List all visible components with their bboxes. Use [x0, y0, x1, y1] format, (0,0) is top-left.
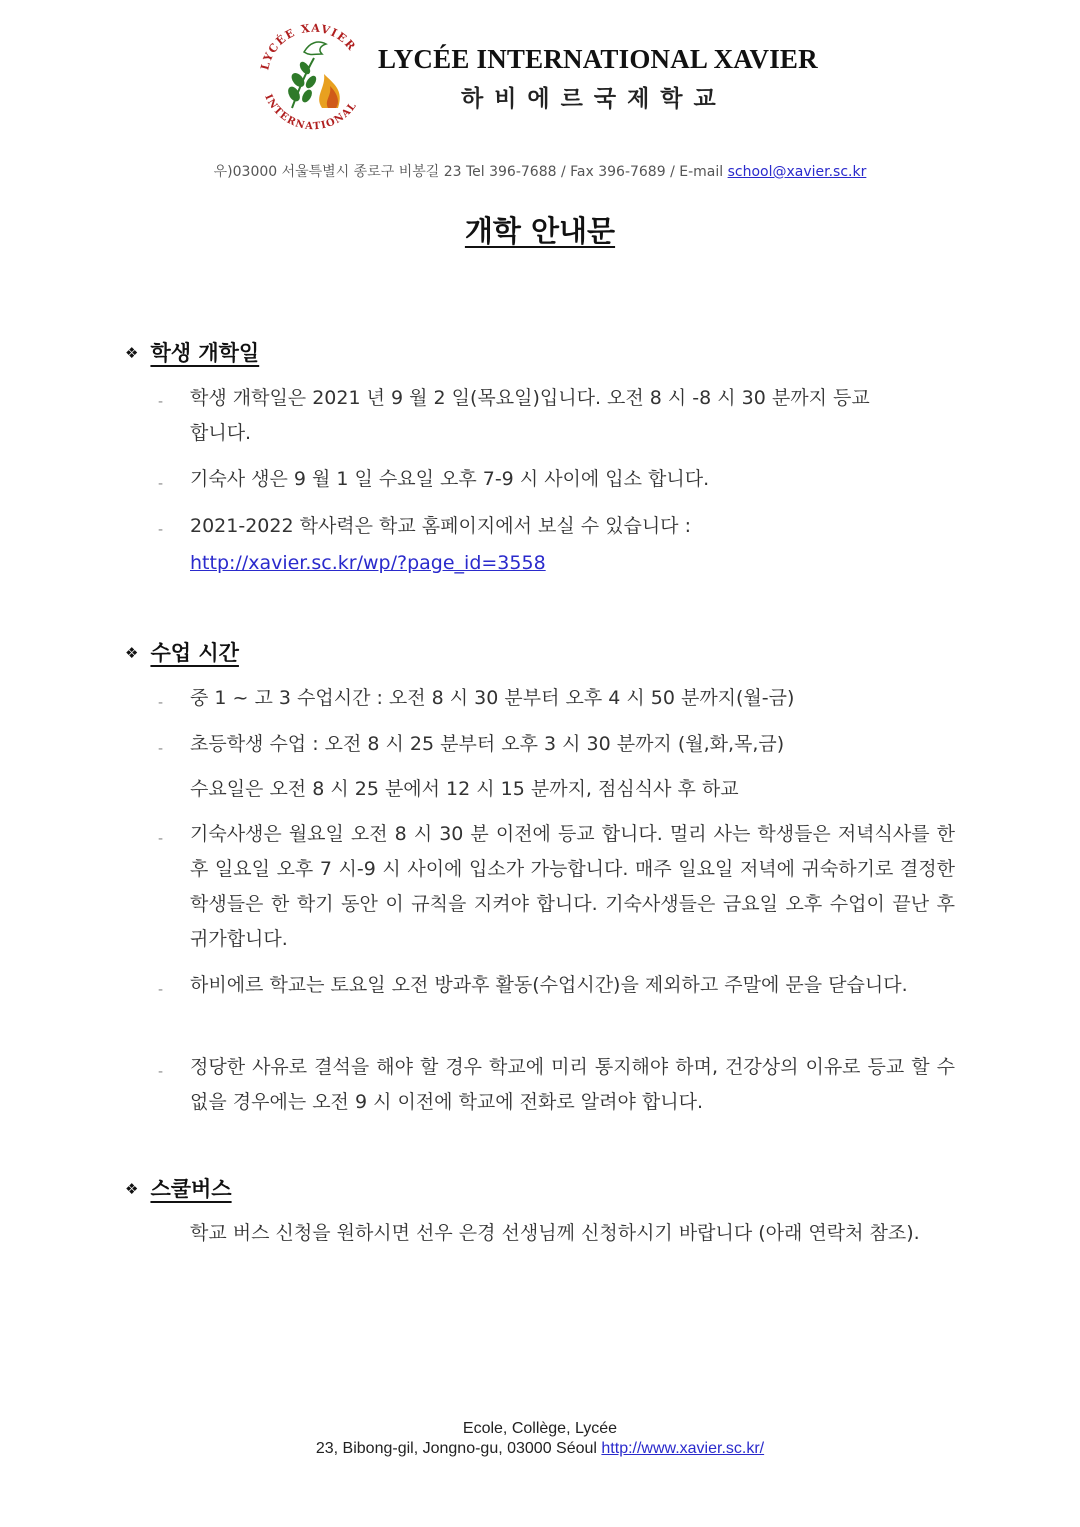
school-logo — [252, 12, 374, 134]
section-heading-text: 스쿨버스 — [150, 1177, 232, 1201]
opening-item-3: 2021-2022 학사력은 학교 홈페이지에서 보실 수 있습니다 : — [190, 515, 691, 537]
diamond-bullet-icon: ❖ — [125, 1180, 139, 1198]
contact-line — [0, 161, 1080, 181]
hours-item-4: 기숙사생은 월요일 오전 8 시 30 분 이전에 등교 합니다. 멀리 사는 학생들은 저녁식사를 한 후 일요일 오후 7 시-9 시 사이에 입소가 가능합니다. 매주 일요일 저녁에 귀숙하기로 결정한 학생들은 한 학기 동안 이 규칙을 지켜야 합니다. 기숙사생들은 금요일 오후 수업이 끝난 후 귀가합니다. — [190, 823, 955, 950]
hours-item-1: 중 1 ~ 고 3 수업시간 : 오전 8 시 30 분부터 오후 4 시 50 분까지(월-금) — [190, 687, 795, 709]
section-heading-text: 학생 개학일 — [150, 341, 260, 365]
dash-bullet-icon: - — [158, 1064, 164, 1080]
diamond-bullet-icon: ❖ — [125, 644, 139, 662]
page-title-text: 개학 안내문 — [464, 214, 616, 248]
bus-text: 학교 버스 신청을 원하시면 선우 은경 선생님께 신청하시기 바랍니다 (아래 연락처 참조). — [190, 1222, 920, 1244]
calendar-link-wrapper — [190, 546, 955, 581]
logo-text-top: LYCÉE XAVIER — [258, 21, 359, 72]
email-link[interactable]: school@xavier.sc.kr — [727, 164, 867, 180]
school-name: LYCÉE INTERNATIONAL XAVIER — [378, 44, 818, 74]
dash-bullet-icon: - — [158, 831, 164, 847]
dash-bullet-icon: - — [158, 741, 164, 757]
section-heading-text: 수업 시간 — [150, 641, 239, 665]
dash-bullet-icon: - — [158, 982, 164, 998]
opening-item-2: 기숙사 생은 9 월 1 일 수요일 오후 7-9 시 사이에 입소 합니다. — [190, 468, 710, 490]
hours-item-2: 초등학생 수업 : 오전 8 시 25 분부터 오후 3 시 30 분까지 (월,화,목,금) — [190, 733, 785, 755]
hours-item-5: 하비에르 학교는 토요일 오전 방과후 활동(수업시간)을 제외하고 주말에 문을 닫습니다. — [190, 974, 908, 996]
school-name-korean: 하비에르국제학교 — [461, 85, 727, 112]
section-heading-opening — [125, 337, 259, 367]
logo-leaf-icon — [298, 60, 313, 76]
hours-item-3: 수요일은 오전 8 시 25 분에서 12 시 15 분까지, 점심식사 후 하교 — [190, 778, 739, 800]
section-heading-hours — [125, 637, 239, 667]
dash-bullet-icon: - — [158, 695, 164, 711]
dash-bullet-icon: - — [158, 522, 164, 538]
footer-school-levels: Ecole, Collège, Lycée — [462, 1420, 618, 1437]
logo-leaf-icon — [300, 88, 314, 104]
footer-address: 23, Bibong-gil, Jongno-gu, 03000 Séoul — [315, 1440, 602, 1457]
contact-info: 우)03000 서울특별시 종로구 비봉길 23 Tel 396-7688 / Fax 396-7689 / E-mail — [213, 164, 728, 180]
page-title — [0, 209, 1080, 250]
website-link[interactable]: http://www.xavier.sc.kr/ — [601, 1440, 765, 1457]
dash-bullet-icon: - — [158, 476, 164, 492]
svg-text:INTERNATIONAL — [262, 93, 359, 132]
calendar-link[interactable]: http://xavier.sc.kr/wp/?page_id=3558 — [190, 552, 546, 574]
logo-text-bottom: INTERNATIONAL — [262, 92, 360, 133]
section-heading-bus — [125, 1173, 232, 1203]
diamond-bullet-icon: ❖ — [125, 344, 139, 362]
footer-address-line — [0, 1440, 1080, 1458]
logo-dove-icon — [304, 42, 326, 54]
opening-item-1: 학생 개학일은 2021 년 9 월 2 일(목요일)입니다. 오전 8 시 -8 시 30 분까지 등교합니다. — [190, 387, 870, 444]
hours-item-6: 정당한 사유로 결석을 해야 할 경우 학교에 미리 통지해야 하며, 건강상의 이유로 등교 할 수 없을 경우에는 오전 9 시 이전에 학교에 전화로 알려야 합니다. — [190, 1056, 955, 1113]
dash-bullet-icon: - — [158, 394, 164, 410]
